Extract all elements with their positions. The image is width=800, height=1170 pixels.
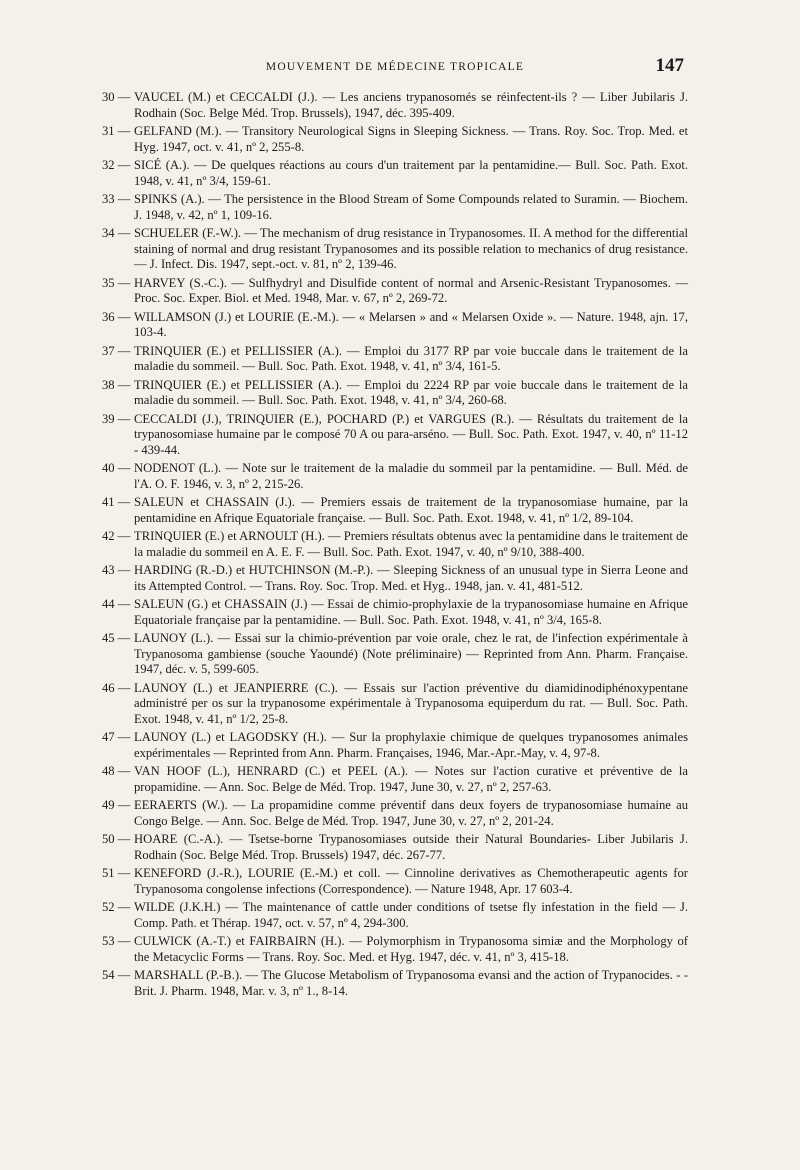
reference-number: 51 — xyxy=(102,866,131,880)
reference-item xyxy=(102,832,688,863)
reference-number: 43 — xyxy=(102,563,131,577)
reference-item xyxy=(102,730,688,761)
reference-number: 37 — xyxy=(102,343,131,358)
reference-item xyxy=(102,631,688,678)
reference-number: 48 — xyxy=(102,764,131,778)
running-title: MOUVEMENT DE MÉDECINE TROPICALE xyxy=(265,61,525,73)
reference-text: NODENOT (L.). — Note sur le traitement de la maladie du sommeil par la pentamidine. — Bull. Méd. de l'A. O. F. 1946, v. 3, nº 2, 215-26. xyxy=(134,461,688,491)
reference-text: TRINQUIER (E.) et PELLISSIER (A.). — Emploi du 3177 RP par voie buccale dans le traitement de la maladie du sommeil. — Bull. Soc. Path. Exot. 1948, v. 41, nº 3/4, 161-5. xyxy=(134,343,688,373)
reference-text: SICÉ (A.). — De quelques réactions au cours d'un traitement par la pentamidine.— Bull. Soc. Path. Exot. 1948, v. 41, nº 3/4, 159-61. xyxy=(134,158,688,188)
reference-item xyxy=(102,192,688,223)
reference-number: 32 — xyxy=(102,158,131,172)
reference-number: 44 — xyxy=(102,597,131,611)
reference-text: WILLAMSON (J.) et LOURIE (E.-M.). — « Melarsen » and « Melarsen Oxide ». — Nature. 1948, ajn. 17, 103-4. xyxy=(134,309,688,339)
reference-number: 35 — xyxy=(102,275,131,290)
reference-text: SALEUN et CHASSAIN (J.). — Premiers essais de traitement de la trypanosomiase humaine, par la pentamidine en Afrique Equatoriale française. — Bull. Soc. Path. Exot. 1948, v. 41, nº 1/2, 89-104. xyxy=(134,495,688,525)
reference-item xyxy=(102,934,688,965)
reference-number: 42 — xyxy=(102,529,131,543)
reference-text: SALEUN (G.) et CHASSAIN (J.) — Essai de chimio-prophylaxie de la trypanosomiase humaine en Afrique Equatoriale française par la pentamidine. — Bull. Soc. Path. Exot. 1948, v. 41, nº 3/4, 165-8. xyxy=(134,597,688,627)
reference-number: 46 — xyxy=(102,680,131,695)
reference-item xyxy=(102,90,688,121)
reference-text: LAUNOY (L.) et JEANPIERRE (C.). — Essais sur l'action préventive du diamidinodiphénoxypentane administré per os sur la trypanosome expérimentale à Trypanosoma equiperdum du rat. — Bull. Soc. Path. Exot. 1948, v. 41, nº 1/2, 25-8. xyxy=(134,680,688,726)
reference-item xyxy=(102,344,688,375)
reference-text: VAN HOOF (L.), HENRARD (C.) et PEEL (A.). — Notes sur l'action curative et préventive de la propamidine. — Ann. Soc. Belge de Méd. Trop. 1947, June 30, v. 27, nº 2, 257-63. xyxy=(134,764,688,794)
reference-number: 31 — xyxy=(102,124,131,138)
reference-item xyxy=(102,681,688,728)
reference-text: WILDE (J.K.H.) — The maintenance of cattle under conditions of tsetse fly infestation in the field — J. Comp. Path. et Thérap. 1947, oct. v. 57, nº 4, 294-300. xyxy=(134,900,688,930)
reference-text: EERAERTS (W.). — La propamidine comme préventif dans deux foyers de trypanosomiase humaine au Congo Belge. — Ann. Soc. Belge de Méd. Trop. 1947, June 30, v. 27, nº 2, 201-24. xyxy=(134,798,688,828)
reference-number: 45 — xyxy=(102,631,131,645)
reference-item xyxy=(102,529,688,560)
reference-number: 38 — xyxy=(102,377,131,392)
reference-number: 34 — xyxy=(102,226,131,240)
reference-item xyxy=(102,764,688,795)
reference-number: 39 — xyxy=(102,411,131,426)
reference-number: 49 — xyxy=(102,798,131,812)
reference-list xyxy=(102,90,688,1002)
reference-text: LAUNOY (L.). — Essai sur la chimio-prévention par voie orale, chez le rat, de l'infection expérimentale à Trypanosoma gambiense (souche Yaoundé) (Note préliminaire) — Reprinted from Ann. Pharm. Française. 1947, déc. v. 5, 599-605. xyxy=(134,631,688,676)
reference-item xyxy=(102,563,688,594)
reference-item xyxy=(102,968,688,999)
reference-text: CECCALDI (J.), TRINQUIER (E.), POCHARD (P.) et VARGUES (R.). — Résultats du traitement de la trypanosomiase humaine par le composé 70 A ou para-arséno. — Bull. Soc. Path. Exot. 1947, v. 40, nº 11-12 - 439-44. xyxy=(134,411,688,457)
reference-item xyxy=(102,276,688,307)
reference-number: 47 — xyxy=(102,730,131,744)
reference-item xyxy=(102,798,688,829)
reference-text: HARVEY (S.-C.). — Sulfhydryl and Disulfide content of normal and Arsenic-Resistant Trypanosomes. — Proc. Soc. Exper. Biol. et Med. 1948, Mar. v. 67, nº 2, 269-72. xyxy=(134,275,688,305)
reference-number: 36 — xyxy=(102,309,131,324)
reference-item xyxy=(102,124,688,155)
reference-text: SPINKS (A.). — The persistence in the Blood Stream of Some Compounds related to Suramin. — Biochem. J. 1948, v. 42, nº 1, 109-16. xyxy=(134,192,688,222)
reference-number: 53 — xyxy=(102,934,131,948)
reference-number: 33 — xyxy=(102,192,131,206)
reference-item xyxy=(102,495,688,526)
reference-item xyxy=(102,412,688,459)
reference-text: GELFAND (M.). — Transitory Neurological Signs in Sleeping Sickness. — Trans. Roy. Soc. Trop. Med. et Hyg. 1947, oct. v. 41, nº 2, 255-8. xyxy=(134,124,688,154)
reference-item xyxy=(102,461,688,492)
reference-text: VAUCEL (M.) et CECCALDI (J.). — Les anciens trypanosomés se réinfectent-ils ? — Liber Jubilaris J. Rodhain (Soc. Belge Méd. Trop. Brussels), 1947, déc. 395-409. xyxy=(134,90,688,120)
reference-number: 41 — xyxy=(102,495,131,509)
reference-text: KENEFORD (J.-R.), LOURIE (E.-M.) et coll. — Cinnoline derivatives as Chemotherapeutic agents for Trypanosoma congolense infections (Correspondence). — Nature 1948, Apr. 17 603-4. xyxy=(134,866,688,896)
reference-item xyxy=(102,226,688,273)
reference-item xyxy=(102,597,688,628)
reference-number: 52 — xyxy=(102,900,131,914)
reference-number: 54 — xyxy=(102,968,131,982)
reference-text: HOARE (C.-A.). — Tsetse-borne Trypanosomiases outside their Natural Boundaries- Liber Jubilaris J. Rodhain (Soc. Belge Méd. Trop. Brussels) 1947, déc. 267-77. xyxy=(134,832,688,862)
reference-text: LAUNOY (L.) et LAGODSKY (H.). — Sur la prophylaxie chimique de quelques trypanosomes animales expérimentales — Reprinted from Ann. Pharm. Françaises, 1946, Mar.-Apr.-May, v. 4, 97-8. xyxy=(134,730,688,760)
reference-text: MARSHALL (P.-B.). — The Glucose Metabolism of Trypanosoma evansi and the action of Trypanocides. - - Brit. J. Pharm. 1948, Mar. v. 3, nº 1., 8-14. xyxy=(134,968,688,998)
reference-item xyxy=(102,310,688,341)
reference-text: TRINQUIER (E.) et PELLISSIER (A.). — Emploi du 2224 RP par voie buccale dans le traitement de la maladie du sommeil. — Bull. Soc. Path. Exot. 1948, v. 41, nº 3/4, 260-68. xyxy=(134,377,688,407)
page-header xyxy=(100,55,690,83)
reference-number: 40 — xyxy=(102,461,131,475)
reference-number: 30 — xyxy=(102,90,131,104)
reference-text: TRINQUIER (E.) et ARNOULT (H.). — Premiers résultats obtenus avec la pentamidine dans le traitement de la maladie du sommeil en A. E. F. — Bull. Soc. Path. Exot. 1947, v. 40, nº 9/10, 388-400. xyxy=(134,529,688,559)
reference-number: 50 — xyxy=(102,832,131,846)
reference-item xyxy=(102,378,688,409)
reference-text: SCHUELER (F.-W.). — The mechanism of drug resistance in Trypanosomes. II. A method for the differential staining of normal and drug resistant Trypanosomes and its possible relation to mechanics of drug resistance. — J. Infect. Dis. 1947, sept.-oct. v. 81, nº 2, 139-46. xyxy=(134,226,688,271)
reference-item xyxy=(102,900,688,931)
reference-text: CULWICK (A.-T.) et FAIRBAIRN (H.). — Polymorphism in Trypanosoma simiæ and the Morphology of the Metacyclic Forms — Trans. Roy. Soc. Med. et Hyg. 1947, déc. v. 41, nº 3, 415-18. xyxy=(134,934,688,964)
reference-item xyxy=(102,158,688,189)
reference-text: HARDING (R.-D.) et HUTCHINSON (M.-P.). — Sleeping Sickness of an unusual type in Sierra Leone and its Attempted Control. — Trans. Roy. Soc. Trop. Med. et Hyg.. 1948, jan. v. 41, 481-512. xyxy=(134,563,688,593)
reference-item xyxy=(102,866,688,897)
page-number: 147 xyxy=(655,55,684,76)
